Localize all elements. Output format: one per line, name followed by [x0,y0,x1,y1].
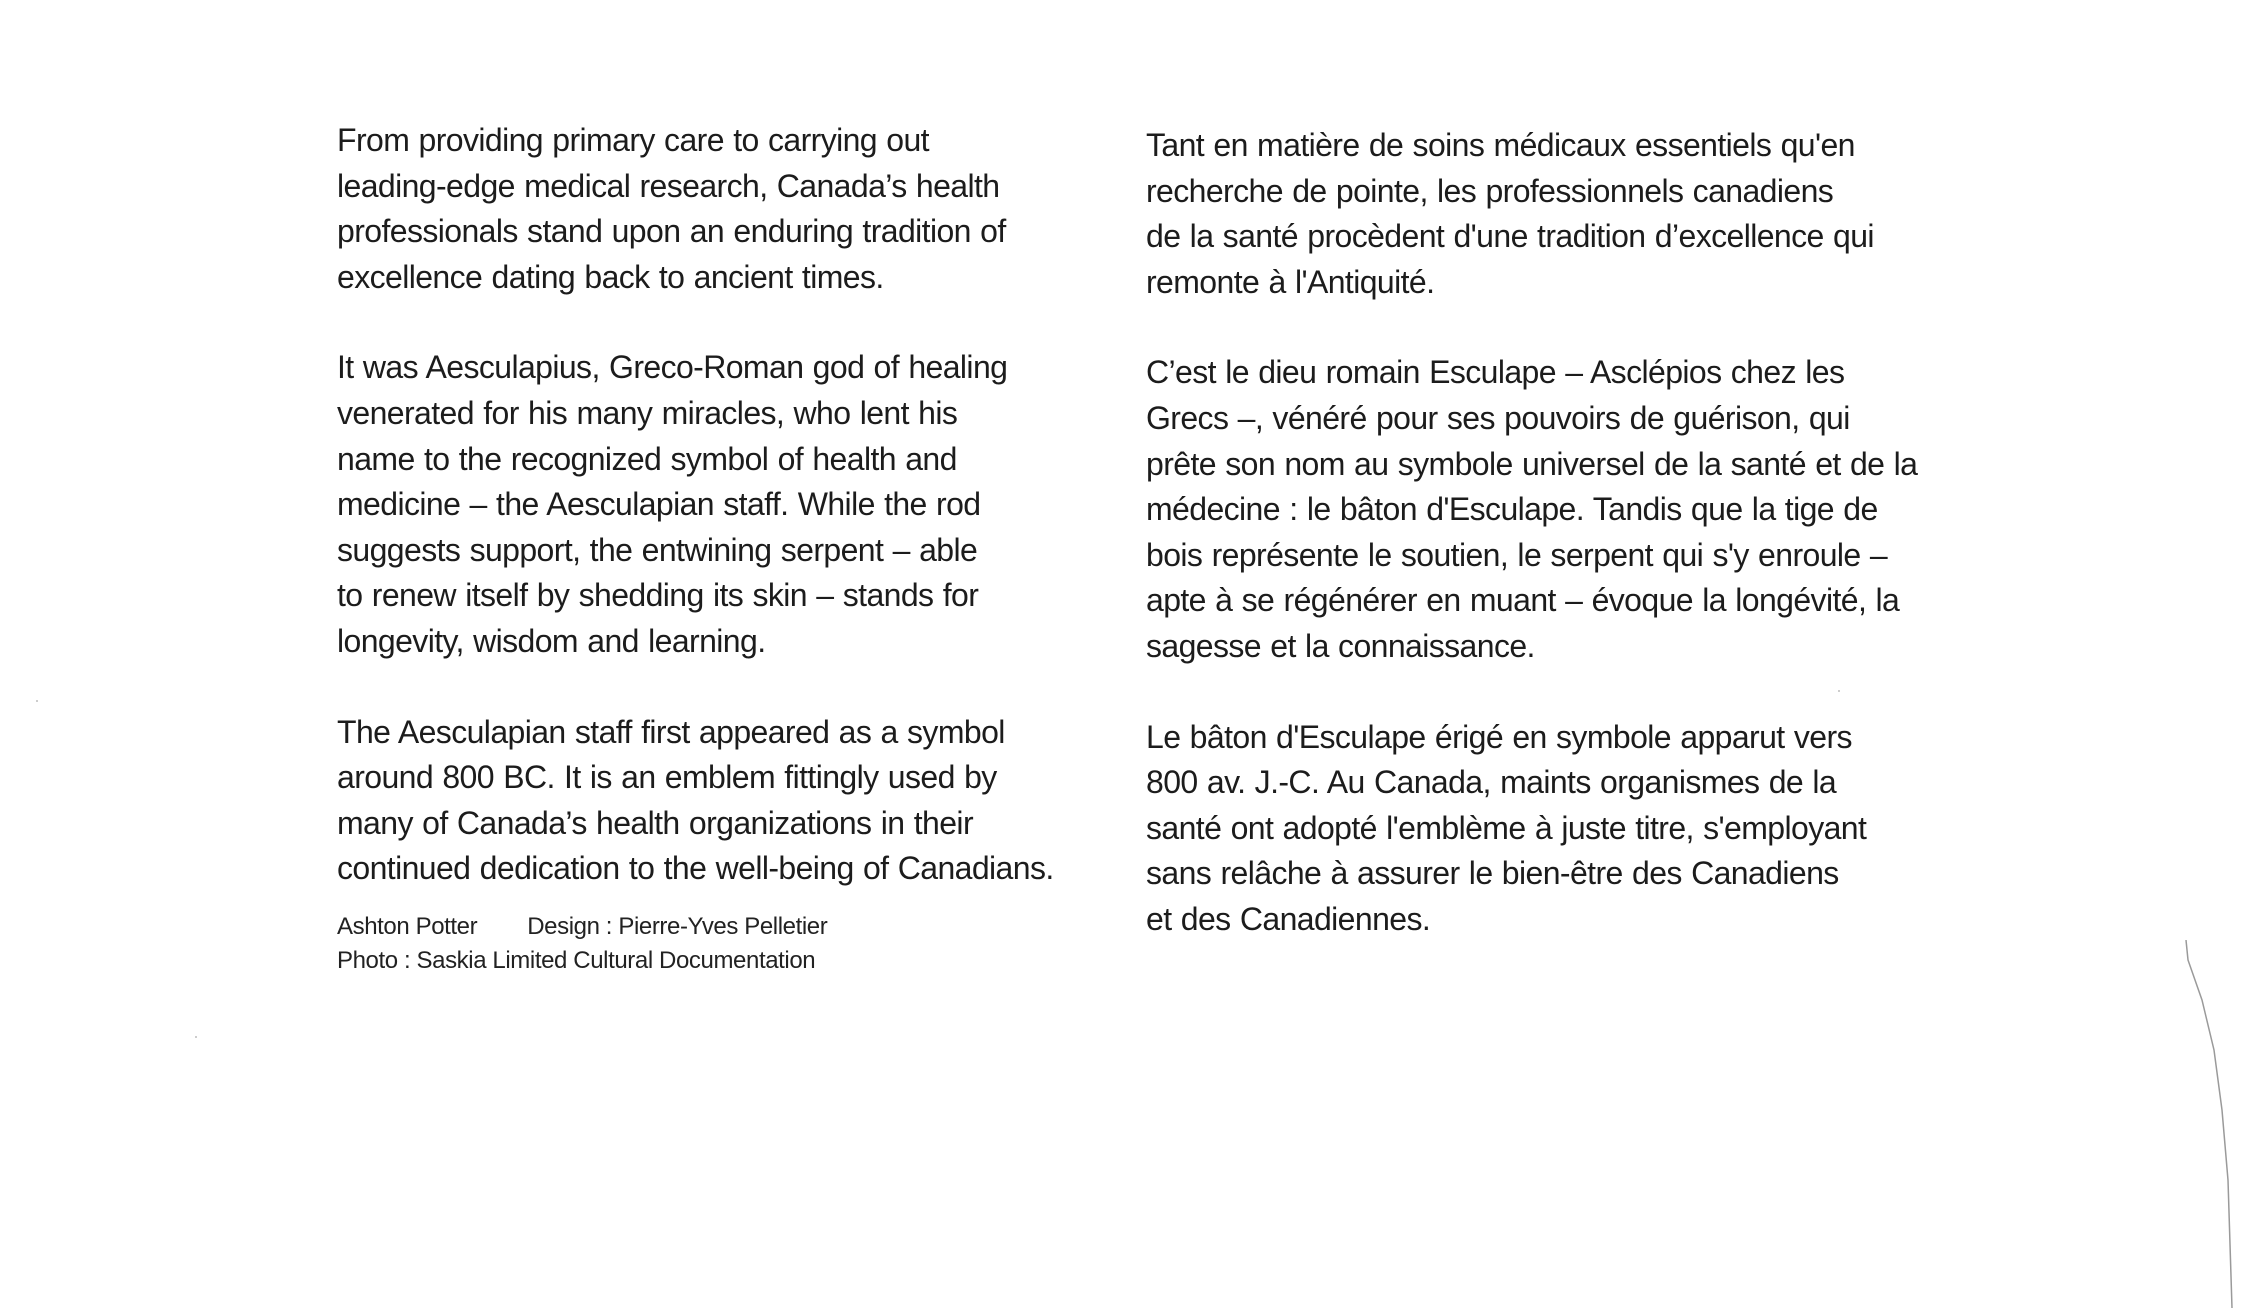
text-line: venerated for his many miracles, who lent his [337,394,958,431]
text-line: santé ont adopté l'emblème à juste titre, s'employant [1146,809,1867,846]
french-column [1146,123,1926,943]
text-line: C’est le dieu romain Esculape – Asclépios chez les [1146,354,1845,391]
text-line: From providing primary care to carrying out [337,122,929,158]
text-line: et des Canadiennes. [1146,900,1431,937]
design-credit: Design : Pierre-Yves Pelletier [527,912,828,940]
text-line: de la santé procèdent d'une tradition d’excellence qui [1146,218,1874,255]
english-column [337,118,1117,978]
french-paragraph-1 [1146,123,1926,305]
text-line: name to the recognized symbol of health and [337,440,957,477]
text-line: bois représente le soutien, le serpent qui s'y enroule – [1146,536,1888,573]
credits [337,910,1117,978]
printer-credit: Ashton Potter [337,912,478,940]
photo-credit: Photo : Saskia Limited Cultural Documentation [337,946,816,974]
text-line: continued dedication to the well-being of Canadians. [337,850,1054,887]
credits-line-1 [337,910,1117,944]
text-line: excellence dating back to ancient times. [337,258,884,295]
text-line: Grecs –, vénéré pour ses pouvoirs de guérison, qui [1146,399,1850,436]
text-line: sagesse et la connaissance. [1146,627,1535,664]
text-line: Tant en matière de soins médicaux essentiels qu'en [1146,127,1855,163]
scan-speck [1838,690,1840,692]
text-line: recherche de pointe, les professionnels canadiens [1146,172,1834,209]
french-paragraph-2 [1146,350,1926,669]
text-line: 800 av. J.-C. Au Canada, maints organismes de la [1146,764,1837,801]
text-line: to renew itself by shedding its skin – stands for [337,577,979,614]
scan-edge-mark [2184,940,2244,1308]
text-line: The Aesculapian staff first appeared as a symbol [337,713,1005,750]
text-line: apte à se régénérer en muant – évoque la longévité, la [1146,582,1900,619]
english-paragraph-2 [337,345,1117,664]
french-paragraph-3 [1146,715,1926,943]
text-line: leading-edge medical research, Canada’s health [337,167,1000,204]
scan-speck [195,1036,197,1038]
text-line: It was Aesculapius, Greco-Roman god of healing [337,349,1008,386]
english-paragraph-1 [337,118,1117,300]
text-line: médecine : le bâton d'Esculape. Tandis que la tige de [1146,491,1878,528]
text-line: suggests support, the entwining serpent – able [337,531,978,568]
text-line: professionals stand upon an enduring tradition of [337,213,1006,250]
english-paragraph-3 [337,710,1117,892]
text-line: medicine – the Aesculapian staff. While the rod [337,486,981,523]
scan-speck [36,700,38,702]
text-line: longevity, wisdom and learning. [337,622,766,659]
text-line: remonte à l'Antiquité. [1146,263,1435,300]
text-line: Le bâton d'Esculape érigé en symbole apparut vers [1146,718,1852,755]
text-line: around 800 BC. It is an emblem fittingly used by [337,759,997,796]
text-line: sans relâche à assurer le bien-être des Canadiens [1146,855,1839,892]
text-line: prête son nom au symbole universel de la santé et de la [1146,445,1918,482]
text-line: many of Canada’s health organizations in their [337,804,973,841]
